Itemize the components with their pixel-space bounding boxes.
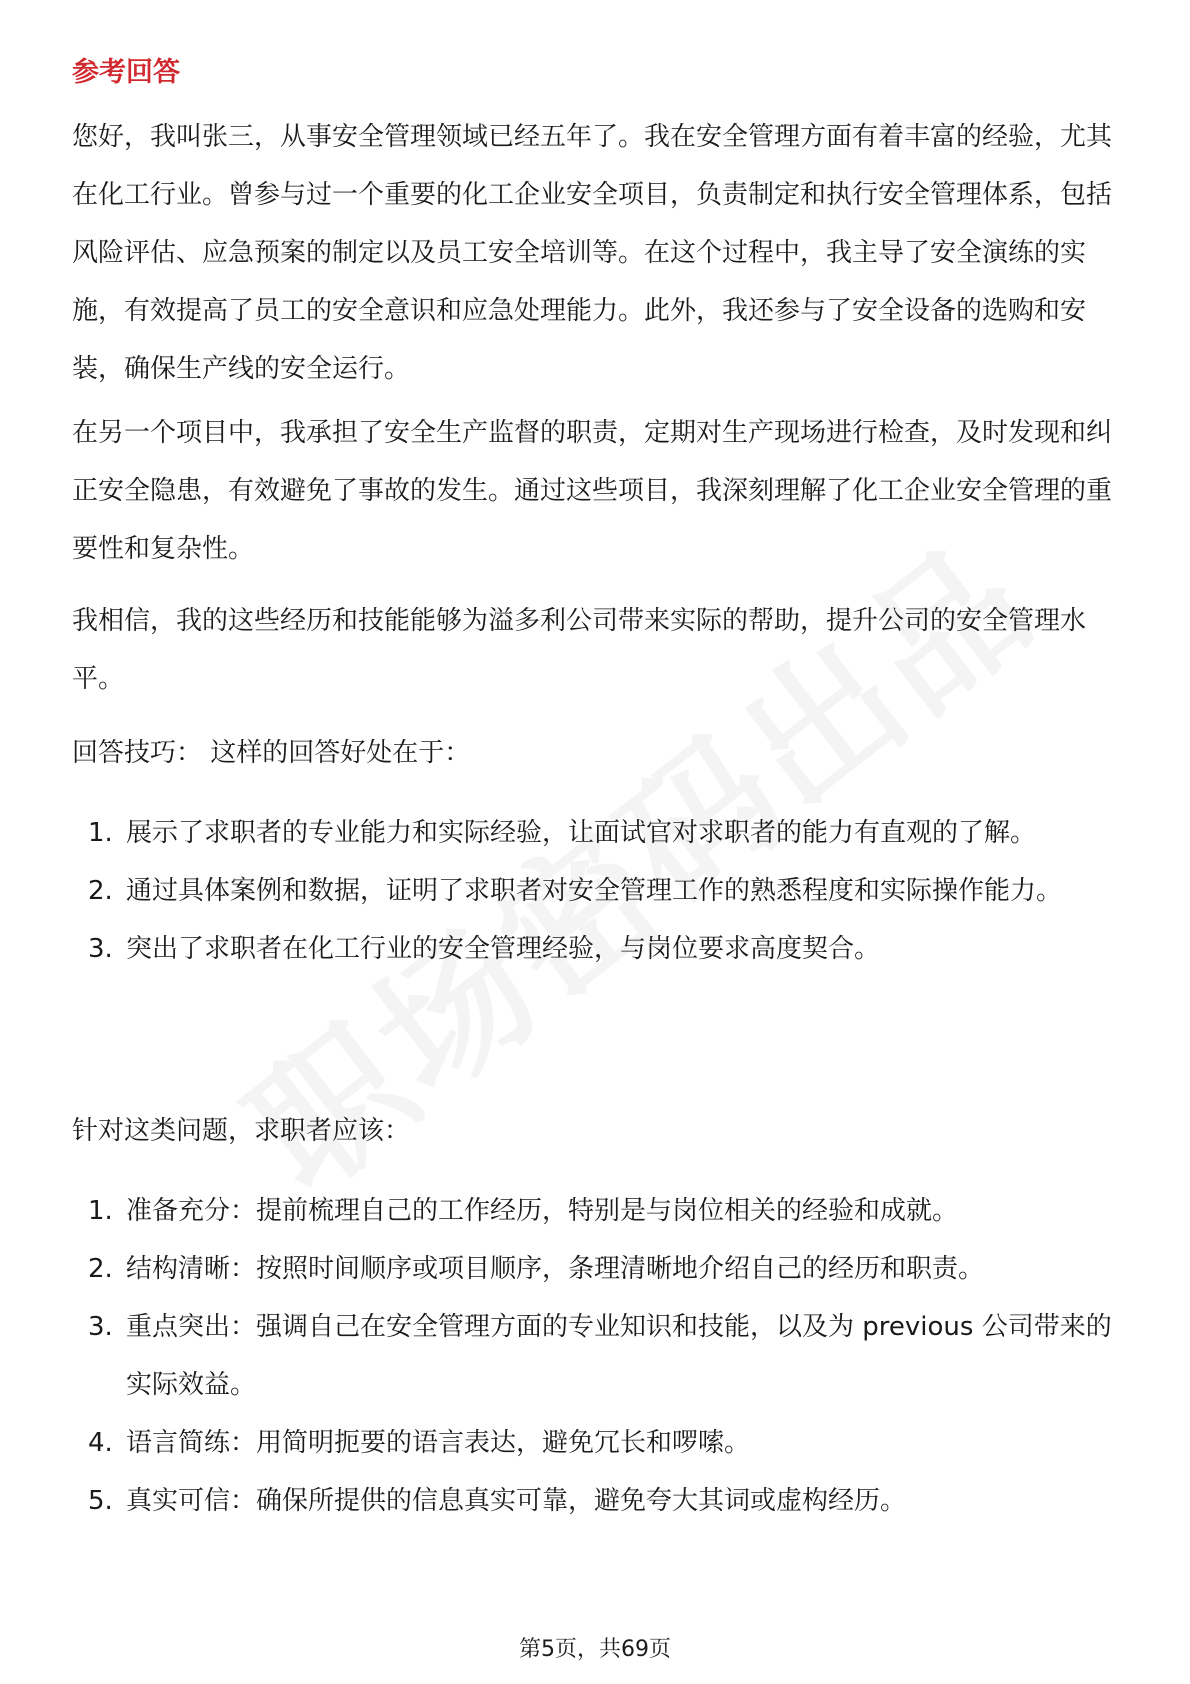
tips-list bbox=[72, 804, 1122, 978]
section-heading: 参考回答 bbox=[72, 57, 180, 88]
answer-paragraph-1: 您好，我叫张三，从事安全管理领域已经五年了。我在安全管理方面有着丰富的经验，尤其在化工行业。曾参与过一个重要的化工企业安全项目，负责制定和执行安全管理体系，包括风险评估、应急预案的制定以及员工安全培训等。在这个过程中，我主导了安全演练的实施，有效提高了员工的安全意识和应急处理能力。此外，我还参与了安全设备的选购和安装，确保生产线的安全运行。 bbox=[72, 122, 1113, 384]
list-item: 5. 真实可信：确保所提供的信息真实可靠，避免夸大其词或虚构经历。 bbox=[88, 1486, 907, 1516]
list-item: 3. 突出了求职者在化工行业的安全管理经验，与岗位要求高度契合。 bbox=[88, 934, 881, 964]
advice-list bbox=[72, 1182, 1122, 1530]
list-item: 2. 通过具体案例和数据，证明了求职者对安全管理工作的熟悉程度和实际操作能力。 bbox=[88, 876, 1063, 906]
list-item: 2. 结构清晰：按照时间顺序或项目顺序，条理清晰地介绍自己的经历和职责。 bbox=[88, 1254, 985, 1284]
answer-paragraph-3: 我相信，我的这些经历和技能能够为溢多利公司带来实际的帮助，提升公司的安全管理水平。 bbox=[72, 606, 1087, 694]
advice-title: 针对这类问题，求职者应该： bbox=[72, 1116, 411, 1146]
list-item: 1. 展示了求职者的专业能力和实际经验，让面试官对求职者的能力有直观的了解。 bbox=[88, 818, 1037, 848]
list-item: 3. 重点突出：强调自己在安全管理方面的专业知识和技能，以及为 previous 公司带来的实际效益。 bbox=[88, 1312, 1112, 1400]
list-item: 1. 准备充分：提前梳理自己的工作经历，特别是与岗位相关的经验和成就。 bbox=[88, 1196, 959, 1226]
answer-paragraph-2: 在另一个项目中，我承担了安全生产监督的职责，定期对生产现场进行检查，及时发现和纠正安全隐患，有效避免了事故的发生。通过这些项目，我深刻理解了化工企业安全管理的重要性和复杂性。 bbox=[72, 418, 1113, 564]
tips-title: 回答技巧： 这样的回答好处在于： bbox=[72, 738, 471, 768]
list-item: 4. 语言简练：用简明扼要的语言表达，避免冗长和啰嗦。 bbox=[88, 1428, 751, 1458]
page-number: 第5页，共69页 bbox=[519, 1637, 671, 1662]
